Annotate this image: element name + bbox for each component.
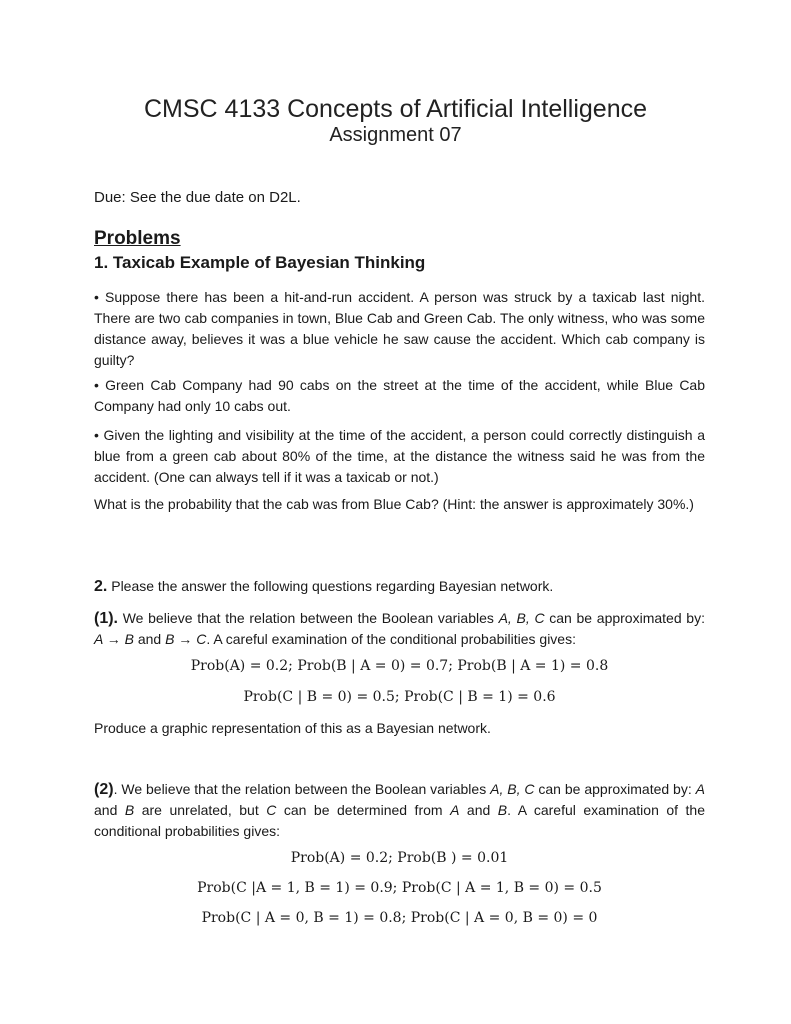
problem1-question: What is the probability that the cab was from Blue Cab? (Hint: the answer is approximately 30%.): [94, 496, 694, 512]
part2-equation-2: Prob(C |A = 1, B = 1) = 0.9; Prob(C | A = 1, B = 0) = 0.5: [197, 880, 602, 896]
part2-var-b2: B: [497, 802, 508, 818]
problem1-title: Taxicab Example of Bayesian Thinking: [112, 253, 426, 272]
part2-equation-3: Prob(C | A = 0, B = 1) = 0.8; Prob(C | A = 0, B = 0) = 0: [201, 910, 598, 926]
part1-equation-1: Prob(A) = 0.2; Prob(B | A = 0) = 0.7; Prob(B | A = 1) = 0.8: [190, 658, 609, 674]
part1-text-a: We believe that the relation between the Boolean variables: [118, 610, 499, 626]
part2-text-g: . A careful examination of the conditional probabilities gives:: [94, 802, 706, 839]
part1-text-b: can be approximated by:: [544, 610, 705, 626]
part1-label: (1).: [94, 610, 118, 627]
part1-vars: A, B, C: [498, 610, 545, 626]
part1-text-c: . A careful examination of the conditional probabilities gives:: [206, 631, 576, 647]
part1-task: Produce a graphic representation of this as a Bayesian network.: [94, 720, 491, 736]
part2-label: (2): [94, 781, 114, 798]
problem2-part2-text: [94, 779, 705, 842]
part2-vars: A, B, C: [490, 781, 535, 797]
problem1-bullet1: • Suppose there has been a hit-and-run accident. A person was struck by a taxicab last night. There are two cab companies in town, Blue Cab and Green Cab. The only witness, who was some distance away, believes it was a blue vehicle he saw cause the accident. Which cab company is guilty?: [94, 289, 705, 368]
problem1-heading: [94, 253, 425, 273]
due-date-text: Due: See the due date on D2L.: [94, 189, 301, 206]
part2-text-c: and: [94, 802, 125, 818]
document-title: CMSC 4133 Concepts of Artificial Intelligence: [143, 95, 648, 123]
problem2-intro: [94, 576, 705, 597]
part2-text-a: . We believe that the relation between the Boolean variables: [113, 781, 491, 797]
problems-heading: Problems: [94, 228, 181, 249]
problem2-part1-text: [94, 608, 705, 650]
part2-var-a2: A: [450, 802, 460, 818]
part1-rel2: B → C: [165, 631, 207, 647]
problem2-intro-text: Please the answer the following questions regarding Bayesian network.: [107, 578, 554, 594]
part2-equation-1: Prob(A) = 0.2; Prob(B ) = 0.01: [290, 850, 509, 866]
part1-rel1: A → B: [94, 631, 134, 647]
part2-text-d: are unrelated, but: [134, 802, 267, 818]
part1-and: and: [133, 631, 166, 647]
part2-text-e: can be determined from: [276, 802, 451, 818]
part1-equation-2: Prob(C | B = 0) = 0.5; Prob(C | B = 1) = 0.6: [243, 689, 556, 705]
part2-text-f: and: [459, 802, 498, 818]
part2-var-b: B: [124, 802, 135, 818]
assignment-subtitle: Assignment 07: [329, 124, 462, 146]
problem1-bullet3: • Given the lighting and visibility at the time of the accident, a person could correctly distinguish a blue from a green cab about 80% of the time, at the distance the witness said he was from the accident. (One can always tell if it was a taxicab or not.): [94, 427, 705, 485]
part2-text-b: can be approximated by:: [534, 781, 696, 797]
problem1-bullet2: • Green Cab Company had 90 cabs on the street at the time of the accident, while Blue Cab Company had only 10 cabs out.: [94, 377, 705, 414]
problem2-number: 2.: [94, 578, 108, 595]
problem1-number: 1.: [94, 253, 109, 272]
part2-var-a: A: [695, 781, 705, 797]
part2-var-c: C: [266, 802, 277, 818]
